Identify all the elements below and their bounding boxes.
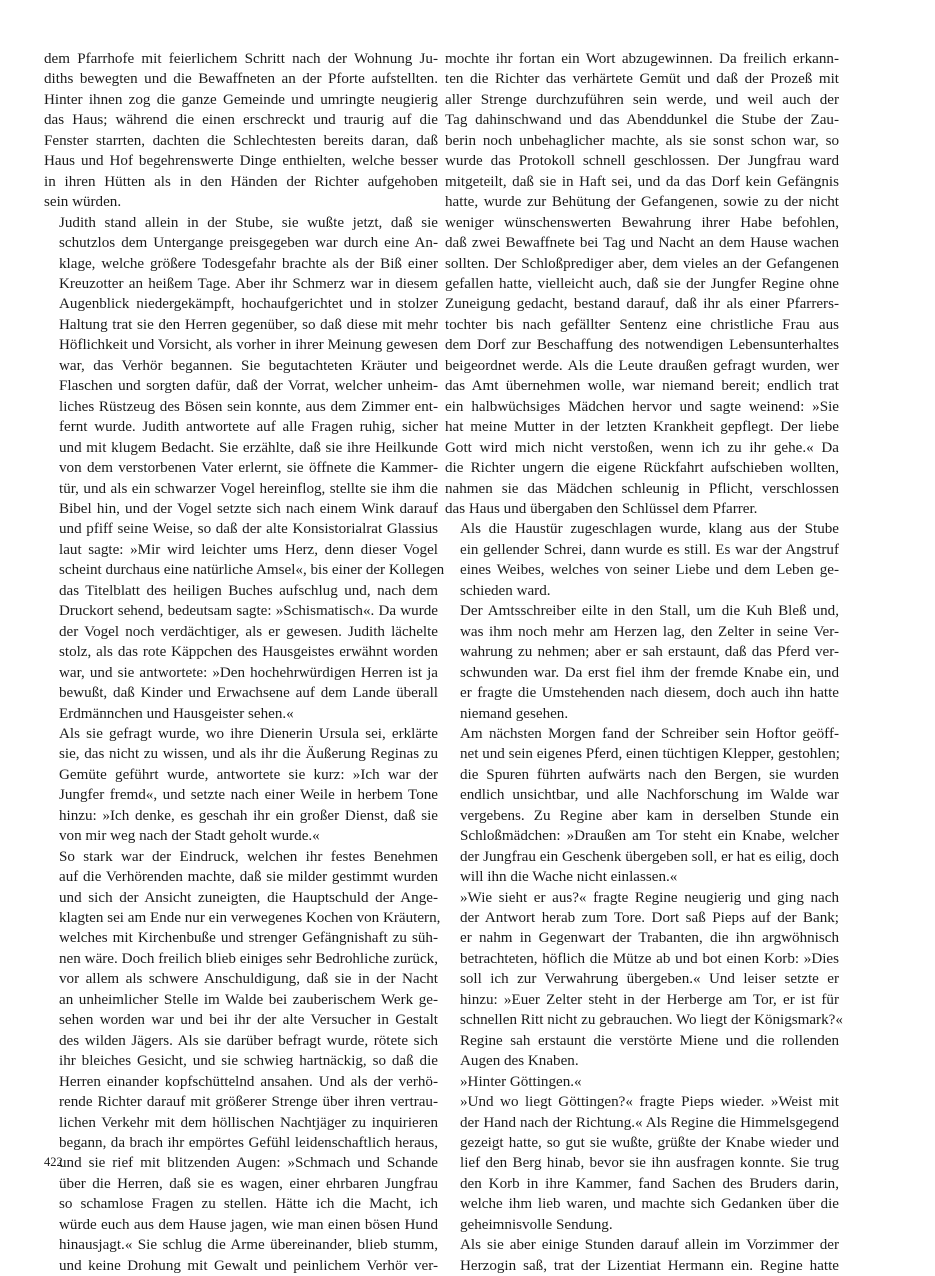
- text-line: soll ich zur Verwahrung übergeben.« Und leiser setzte er: [460, 971, 839, 988]
- text-line: und mit klugem Bedacht. Sie erzählte, daß sie ihre Heilkunde: [59, 439, 438, 456]
- text-line: dem Dorf zur Beschaffung des notwendigen Lebensunterhaltes: [445, 337, 839, 354]
- text-line: hinzu: »Ich denke, es geschah ihr ein großer Dienst, daß sie: [59, 807, 438, 824]
- text-line: Zuneigung gedacht, bestand darauf, daß ihr als einer Pfarrers-: [445, 296, 839, 313]
- text-line: von mir weg nach der Stadt geholt wurde.«: [59, 828, 320, 845]
- text-line: mochte ihr fortan ein Wort abzugewinnen. Da freilich erkann-: [445, 51, 839, 67]
- text-line: den Korb in ihre Kammer, fand Sachen des Bruders darin,: [460, 1175, 839, 1192]
- text-line: rende Richter darauf mit größerer Strenge über ihren vertrau-: [59, 1094, 438, 1111]
- text-line: tür, und als ein schwarzer Vogel hereinflog, stellte sie ihm die: [59, 480, 438, 497]
- text-line: schwunden war. Da erst fiel ihm der fremde Knabe ein, und: [460, 664, 839, 681]
- text-line: Augenblick niedergekämpft, hochaufgerichtet und in stolzer: [59, 296, 438, 313]
- text-line: »Hinter Göttingen.«: [460, 1073, 582, 1090]
- text-line: So stark war der Eindruck, welchen ihr festes Benehmen: [59, 848, 438, 865]
- text-line: beigeordnet werde. Als die Leute draußen gefragt wurden, wer: [445, 357, 839, 374]
- text-line: Druckort sehend, bedeutsam sagte: »Schismatisch«. Da wurde: [59, 603, 438, 620]
- text-line: Am nächsten Morgen fand der Schreiber sein Hoftor geöff-: [460, 725, 839, 742]
- text-line: Jungfer fremd«, und setzte nach einer Weile in herbem Tone: [59, 787, 438, 804]
- text-line: Augen des Knaben.: [460, 1053, 579, 1070]
- text-line: sie, das nicht zu wissen, und als ihr die Äußerung Reginas zu: [59, 746, 438, 763]
- right-text-column: [445, 49, 843, 1276]
- text-line: »Und wo liegt Göttingen?« fragte Pieps wieder. »Weist mit: [460, 1094, 839, 1111]
- text-line: fernt wurde. Judith antwortete auf alle Fragen ruhig, sicher: [59, 419, 438, 436]
- text-line: klagten sei am Ende nur ein verwegenes Kochen von Kräutern,: [59, 910, 441, 927]
- text-line: lief den Berg hinab, bevor sie ihn ausfragen konnte. Sie trug: [460, 1155, 839, 1172]
- text-line: Höflichkeit und Vorsicht, als vorher in ihrer Meinung gewesen: [59, 337, 438, 354]
- text-line: welches mit Kirchenbuße und strenger Gefängnishaft zu süh-: [59, 930, 438, 947]
- text-line: Gott wird mich nicht verstoßen, wenn ich zu ihr gehe.« Da: [445, 439, 839, 456]
- text-line: der Antwort herab zum Tore. Dort saß Pieps auf der Bank;: [460, 910, 839, 927]
- text-line: die Richter ungern die eigene Rückfahrt aufschieben wollten,: [445, 460, 839, 477]
- text-line: aller Strenge durchzuführen sein werde, und weil auch der: [445, 91, 839, 108]
- text-line: er nahm in Gegenwart der Trabanten, die ihn argwöhnisch: [460, 930, 839, 947]
- text-line: wurde das Protokoll schnell geschlossen. Der Jungfrau ward: [445, 153, 839, 170]
- text-line: Haltung trat sie den Herren gegenüber, so daß diese mit mehr: [59, 316, 438, 333]
- text-line: scheint durchaus eine natürliche Amsel«, bis einer der Kollegen: [59, 562, 445, 579]
- text-line: die Spuren führten aufwärts nach den Bergen, sie wurden: [460, 766, 839, 783]
- paragraph: [44, 724, 438, 847]
- text-line: diths bewegten und die Bewaffneten an der Pforte aufstellten.: [44, 71, 438, 88]
- text-line: sollten. Der Schloßprediger aber, dem vieles an der Gefangenen: [445, 255, 839, 272]
- paragraph: [445, 1092, 839, 1235]
- paragraph: [44, 213, 445, 724]
- text-line: das Amt übernehmen wolle, war niemand bereit; endlich trat: [445, 378, 839, 395]
- text-line: und keine Drohung mit Gewalt und peinlichem Verhör ver-: [59, 1257, 438, 1274]
- text-line: des wilden Jägers. Als sie darüber befragt wurde, rötete sich: [59, 1032, 438, 1049]
- text-line: stolz, als das rote Käppchen des Hausgeistes erwähnt worden: [59, 644, 438, 661]
- text-line: das Haus; während die einen erschreckt und traurig auf die: [44, 112, 438, 129]
- text-line: Flaschen und sorgten dafür, daß der Vorrat, welcher unheim-: [59, 378, 438, 395]
- text-line: Der Amtsschreiber eilte in den Stall, um die Kuh Bleß und,: [460, 603, 839, 620]
- text-line: schnellen Ritt nicht zu gebrauchen. Wo liegt der Königsmark?«: [460, 1012, 843, 1029]
- text-line: würde euch aus dem Hause jagen, wie man einen bösen Hund: [59, 1216, 438, 1233]
- text-line: und pfiff seine Weise, so daß der alte Konsistorialrat Glassius: [59, 521, 438, 538]
- text-line: Judith stand allein in der Stube, sie wußte jetzt, daß sie: [59, 214, 438, 231]
- paragraph: [445, 49, 839, 519]
- text-line: Regine sah erstaunt die verstörte Miene und die rollenden: [460, 1032, 839, 1049]
- text-line: Fenster starrten, dachten die Schlechtesten bereits daran, daß: [44, 132, 438, 149]
- text-line: bewußt, daß Kinder und Erwachsene auf dem Lande überall: [59, 685, 438, 702]
- text-line: ihr bleiches Gesicht, und sie schwieg hartnäckig, so daß die: [59, 1053, 438, 1070]
- text-line: der Vogel noch verdächtiger, als er gewesen. Judith lächelte: [59, 623, 438, 640]
- text-line: Schloßmädchen: »Draußen am Tor steht ein Knabe, welcher: [460, 828, 839, 845]
- text-line: auf die Verhörenden machte, daß sie milder gestimmt wurden: [59, 869, 438, 886]
- text-line: gezeigt hatte, so gut sie wußte, grüßte der Knabe wieder und: [460, 1135, 839, 1152]
- text-line: hatte, wurde zur Behütung der Gefangenen, sowie zu der nicht: [445, 194, 839, 211]
- text-line: vergebens. Zu Regine aber kam in derselben Stunde ein: [460, 807, 839, 824]
- text-line: Kreuzotter an heißem Tage. Aber ihr Schmerz war in diesem: [59, 275, 438, 292]
- text-line: dem Pfarrhofe mit feierlichem Schritt nach der Wohnung Ju-: [44, 51, 438, 67]
- text-line: liches Rüstzeug des Bösen sein konnte, aus dem Zimmer ent-: [59, 398, 438, 415]
- paragraph: [445, 601, 839, 724]
- text-line: sehen worden war und bei ihr der alte Versucher in Gestalt: [59, 1012, 438, 1029]
- text-line: wahrung zu nehmen; aber er sah erstaunt, daß das Pferd ver-: [460, 644, 839, 661]
- text-line: nen wäre. Doch freilich blieb einiges sehr Bedrohliche zurück,: [59, 950, 438, 967]
- paragraph: [44, 847, 441, 1276]
- text-line: »Wie sieht er aus?« fragte Regine neugierig und ging nach: [460, 889, 839, 906]
- text-line: über die Herren, daß sie es wagen, einer ehrbaren Jungfrau: [59, 1175, 438, 1192]
- text-line: Haus und Hof begehrenswerte Dinge enthielten, welche besser: [44, 153, 438, 170]
- text-line: nahmen sie das Mädchen schleunig in Pflicht, verschlossen: [445, 480, 839, 497]
- paragraph: [445, 1235, 839, 1276]
- text-line: weniger wünschenswerten Bewahrung ihrer Habe befohlen,: [445, 214, 839, 231]
- text-line: hinausjagt.« Sie schlug die Arme übereinander, blieb stumm,: [59, 1237, 438, 1254]
- text-line: Bibel hin, und der Vogel setzte sich nach einem Wink darauf: [59, 500, 438, 517]
- text-line: vor allem als schwere Anschuldigung, daß sie in der Nacht: [59, 971, 438, 988]
- text-line: Als die Haustür zugeschlagen wurde, klang aus der Stube: [460, 521, 839, 538]
- text-line: und sie rief mit blitzenden Augen: »Schmach und Schande: [59, 1155, 438, 1172]
- paragraph: [44, 49, 438, 213]
- paragraph: [445, 724, 839, 888]
- text-line: ein gellender Schrei, dann wurde es still. Es war der Angstruf: [460, 541, 839, 558]
- text-line: an unheimlicher Stelle im Walde bei zauberischem Werk ge-: [59, 991, 438, 1008]
- text-line: so schamlose Fragen zu stellen. Hätte ich die Macht, ich: [59, 1196, 438, 1213]
- text-line: Hinter ihnen zog die ganze Gemeinde und umringte neugierig: [44, 91, 438, 108]
- text-line: ten die Richter das verhärtete Gemüt und daß der Prozeß mit: [445, 71, 839, 88]
- text-line: schutzlos dem Untergange preisgegeben war durch eine An-: [59, 235, 438, 252]
- left-text-column: [44, 49, 445, 1276]
- text-line: der Hand nach der Richtung.« Als Regine die Himmelsgegend: [460, 1114, 839, 1131]
- text-line: war, das Verhör begannen. Sie begutachteten Kräuter und: [59, 357, 438, 374]
- text-line: das Titelblatt des heiligen Buches aufschlug und, nach dem: [59, 582, 438, 599]
- text-line: berin noch unbehaglicher machte, als sie sonst schon war, so: [445, 132, 839, 149]
- text-line: lichen Verkehr mit dem höllischen Nachtjäger zu inquirieren: [59, 1114, 438, 1131]
- text-line: Herren einander kopfschüttelnd ansahen. Und als der verhö-: [59, 1073, 438, 1090]
- paragraph: [445, 1072, 839, 1092]
- text-line: gefallen hatte, vielleicht auch, daß sie der Jungfer Regine ohne: [445, 275, 839, 292]
- text-line: was ihm noch mehr am Herzen lag, den Zelter in seine Ver-: [460, 623, 839, 640]
- text-line: net und sein eigenes Pferd, einen tüchtigen Klepper, gestohlen;: [460, 746, 840, 763]
- text-line: war, und sie antwortete: »Den hochehrwürdigen Herren ist ja: [59, 664, 438, 681]
- text-line: Als sie aber einige Stunden darauf allein im Vorzimmer der: [460, 1237, 839, 1254]
- text-line: von dem verstorbenen Vater erlernt, sie öffnete die Kammer-: [59, 460, 438, 477]
- text-line: klage, welche größere Todesgefahr brachte als der Biß einer: [59, 255, 438, 272]
- text-line: Als sie gefragt wurde, wo ihre Dienerin Ursula sei, erklärte: [59, 725, 438, 742]
- text-line: Herzogin saß, trat der Lizentiat Hermann ein. Regine hatte: [460, 1257, 839, 1274]
- text-line: geheimnisvolle Sendung.: [460, 1216, 613, 1233]
- text-line: tochter bis nach gefällter Sentenz eine christliche Frau aus: [445, 316, 839, 333]
- text-line: eines Weibes, welches von seiner Liebe und dem Leben ge-: [460, 562, 839, 579]
- text-line: Gemüte geführt wurde, antwortete sie kurz: »Ich war der: [59, 766, 438, 783]
- text-line: mitgeteilt, daß sie in Haft sei, und da das Dorf kein Gefängnis: [445, 173, 839, 190]
- text-line: endlich unsichtbar, und alle Nachforschung im Walde war: [460, 787, 839, 804]
- text-line: er fragte die Umstehenden nach diesem, doch auch ihn hatte: [460, 685, 839, 702]
- text-line: niemand gesehen.: [460, 705, 569, 722]
- paragraph: [445, 519, 839, 601]
- text-line: der Jungfrau ein Geschenk übergeben soll, er hat es eilig, doch: [460, 848, 839, 865]
- text-line: und sich der Ansicht zuneigten, die Hauptschuld der Ange-: [59, 889, 438, 906]
- page-number: 422: [44, 1155, 63, 1169]
- text-line: das Haus und übergaben den Schlüssel dem Pfarrer.: [445, 500, 758, 517]
- text-line: schieden ward.: [460, 582, 551, 599]
- paragraph: [445, 888, 843, 1072]
- text-line: Erdmännchen und Hausgeister sehen.«: [59, 705, 294, 722]
- text-line: Tag dahinschwand und das Abenddunkel die Stube der Zau-: [445, 112, 839, 129]
- text-line: welche ihm lieb waren, und machte sich Gedanken über die: [460, 1196, 839, 1213]
- text-line: hat meine Mutter in der letzten Krankheit gepflegt. Der liebe: [445, 419, 839, 436]
- text-line: in ihren Hütten als in den Händen der Richter aufgehoben: [44, 173, 438, 190]
- text-line: begann, da brach ihr empörtes Gefühl leidenschaftlich heraus,: [59, 1135, 438, 1152]
- text-line: betrachteten, höflich die Mütze ab und bot einen Korb: »Dies: [460, 950, 839, 967]
- text-line: ein halbwüchsiges Mädchen hervor und sagte weinend: »Sie: [445, 398, 839, 415]
- text-line: hinzu: »Euer Zelter steht in der Herberge am Tor, er ist für: [460, 991, 839, 1008]
- text-line: will ihn die Wache nicht einlassen.«: [460, 869, 678, 886]
- text-line: daß zwei Bewaffnete bei Tag und Nacht an dem Hause wachen: [445, 235, 839, 252]
- text-line: laut sagte: »Mir wird leichter ums Herz, denn dieser Vogel: [59, 541, 438, 558]
- text-line: sein würden.: [44, 194, 122, 211]
